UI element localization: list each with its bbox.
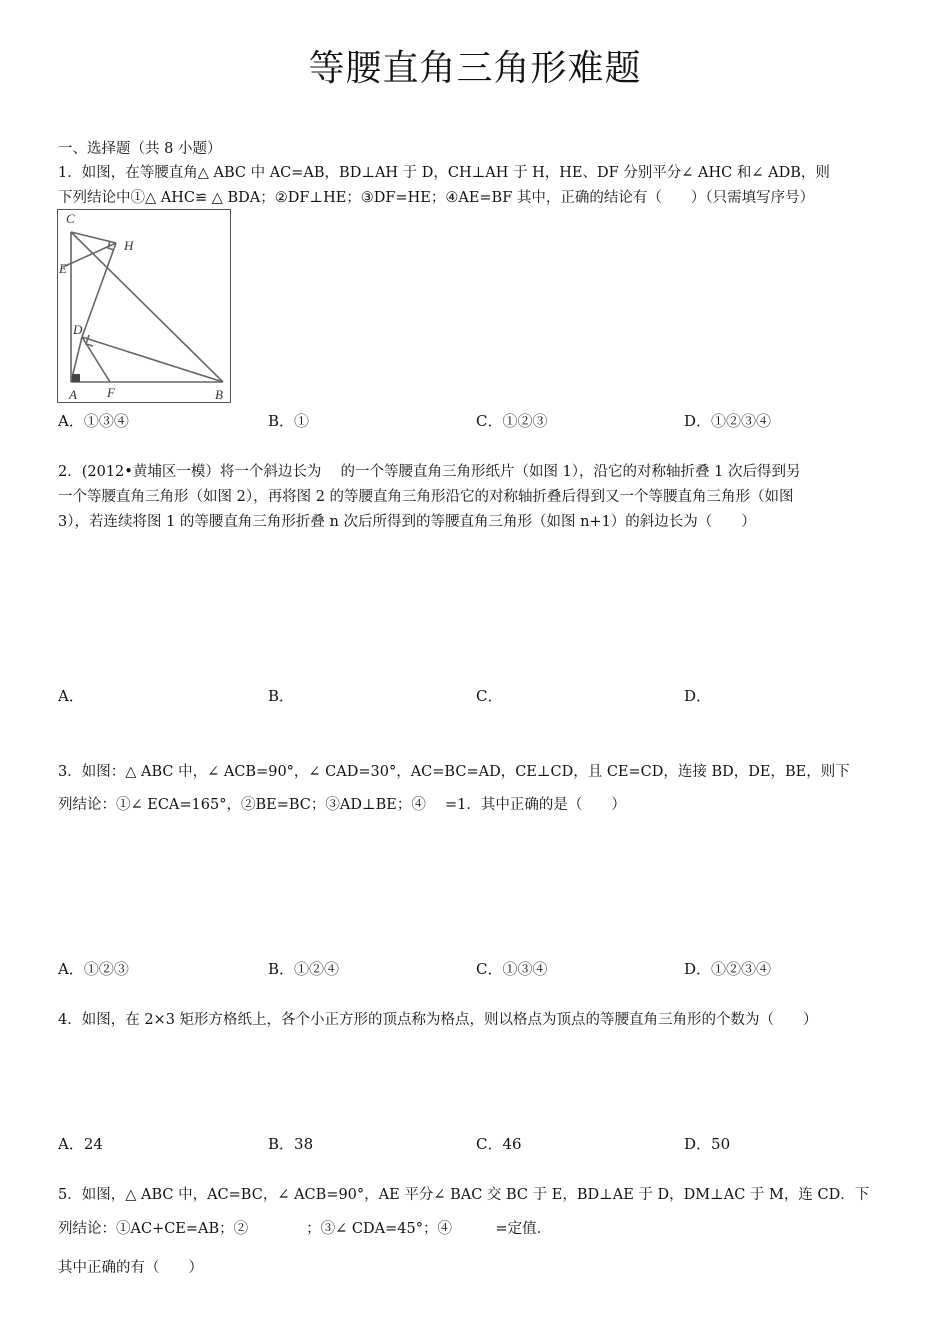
question-4-line-1: 4．如图，在 2×3 矩形方格纸上，各个小正方形的顶点称为格点，则以格点为顶点的等腰直角三角形的个数为（ ） (58, 1012, 818, 1028)
option-a[interactable]: A．24 (58, 1135, 103, 1153)
option-a[interactable]: A．①②③ (58, 960, 129, 978)
side-cb (71, 232, 223, 382)
question-1-line-1: 1．如图，在等腰直角△ ABC 中 AC=AB，BD⊥AH 于 D，CH⊥AH 于 H，HE、DF 分别平分∠ AHC 和∠ ADB，则 (58, 165, 830, 181)
question-1-line-2: 下列结论中①△ AHC≌ △ BDA；②DF⊥HE；③DF=HE；④AE=BF 其中，正确的结论有（ ）（只需填写序号） (58, 190, 815, 206)
option-b[interactable]: B．①②④ (268, 960, 340, 978)
figure-label-a: A (69, 387, 77, 402)
figure-label-h: H (124, 238, 134, 253)
option-c[interactable]: C．46 (476, 1135, 522, 1153)
question-3-line-2: 列结论：①∠ ECA=165°，②BE=BC；③AD⊥BE；④ =1．其中正确的是（ ） (58, 797, 626, 813)
page-title: 等腰直角三角形难题 (308, 48, 642, 89)
option-c[interactable]: C．①③④ (476, 960, 548, 978)
figure-label-c: C (66, 211, 75, 226)
segment-ha (82, 243, 116, 337)
option-b[interactable]: B．① (268, 412, 310, 430)
question-5-line-1: 5．如图，△ ABC 中，AC=BC，∠ ACB=90°，AE 平分∠ BAC 交 BC 于 E，BD⊥AE 于 D，DM⊥AC 于 M，连 CD．下 (58, 1187, 870, 1203)
option-c[interactable]: C．①②③ (476, 412, 548, 430)
option-b[interactable]: B．38 (268, 1135, 314, 1153)
triangle-diagram (58, 210, 230, 402)
question-3-line-1: 3．如图：△ ABC 中，∠ ACB=90°，∠ CAD=30°，AC=BC=AD，CE⊥CD，且 CE=CD，连接 BD，DE，BE，则下 (58, 764, 850, 780)
option-c[interactable]: C． (476, 687, 503, 705)
option-d[interactable]: D．①②③④ (684, 960, 772, 978)
figure-label-f: F (107, 385, 115, 400)
question-2-line-1: 2．(2012•黄埔区一模）将一个斜边长为 的一个等腰直角三角形纸片（如图 1），沿它的对称轴折叠 1 次后得到另 (58, 464, 801, 480)
option-d[interactable]: D．50 (684, 1135, 731, 1153)
option-a[interactable]: A． (58, 687, 84, 705)
figure-label-b: B (215, 387, 223, 402)
question-5-line-3: 其中正确的有（ ） (58, 1260, 203, 1276)
option-d[interactable]: D． (684, 687, 712, 705)
question-2-line-3: 3），若连续将图 1 的等腰直角三角形折叠 n 次后所得到的等腰直角三角形（如图 n+1）的斜边长为（ ） (58, 514, 756, 530)
question-5-line-2: 列结论：①AC+CE=AB；② ；③∠ CDA=45°；④ =定值． (58, 1221, 552, 1237)
right-angle-a (72, 374, 80, 382)
option-b[interactable]: B． (268, 687, 295, 705)
option-d[interactable]: D．①②③④ (684, 412, 772, 430)
option-a[interactable]: A．①③④ (58, 412, 129, 430)
segment-db (82, 337, 223, 382)
question-2-line-2: 一个等腰直角三角形（如图 2），再将图 2 的等腰直角三角形沿它的对称轴折叠后得到又一个等腰直角三角形（如图 (58, 489, 794, 505)
figure-label-d: D (73, 322, 83, 337)
question-1-figure (57, 209, 231, 403)
figure-label-e: E (59, 261, 67, 276)
section-heading: 一、选择题（共 8 小题） (58, 141, 222, 157)
